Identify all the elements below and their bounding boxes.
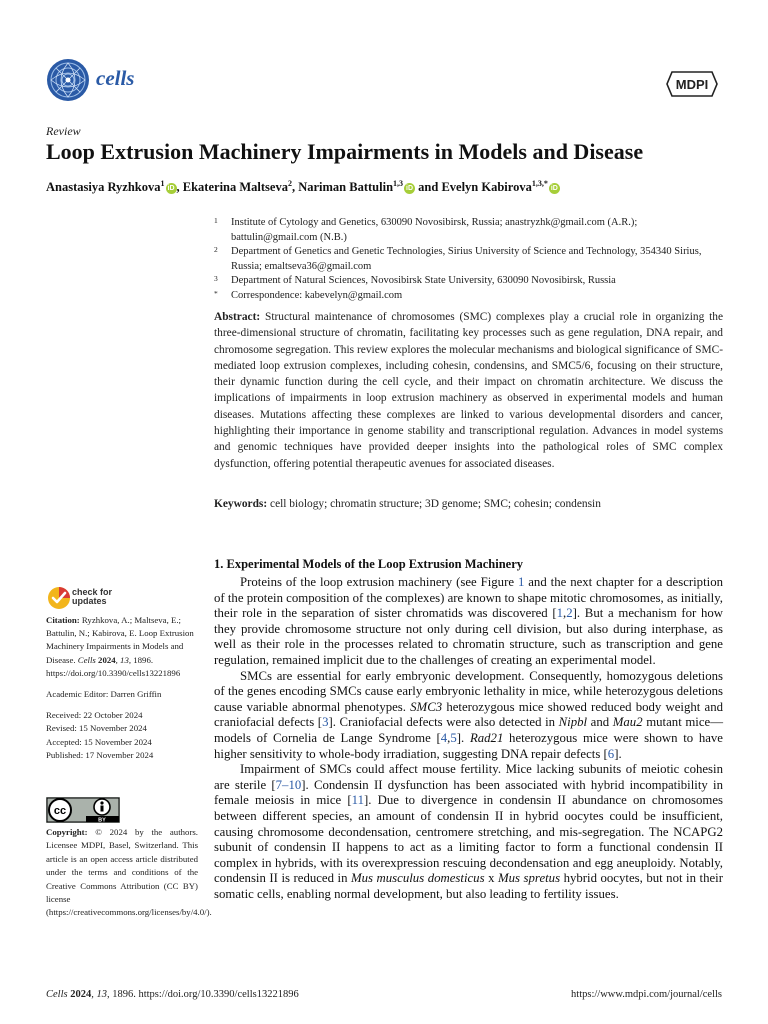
author-name: Nariman Battulin xyxy=(298,180,394,195)
footer-citation xyxy=(46,989,299,1000)
body-text-run: ]. But a mechanism for how they provide chromosome structure not only during cell division, but also during interphase, as well as their role in the processes related to chromatin structure, such as transcription and gene regulation, remained implicit due to the challenges of creating an experimental model. xyxy=(214,606,723,667)
keywords-label: Keywords: xyxy=(214,498,268,510)
reference-link[interactable]: 11 xyxy=(351,793,364,808)
body-text-run: hybrid oocytes, but not in their somatic cells, enabling normal development, but also leading to fertility issues. xyxy=(214,871,723,901)
keywords xyxy=(214,498,723,510)
footer-volume: , 13 xyxy=(91,989,107,1000)
body-text-run: and the next chapter for a description of the protein composition of the complexes) are known to shape mitotic chromosomes, as initially, their role in the separation of sister chromatids was discovered [ xyxy=(214,575,723,621)
body-paragraph xyxy=(214,762,723,902)
article-title: Loop Extrusion Machinery Impairments in Models and Disease xyxy=(46,139,644,164)
italic-term: Rad21 xyxy=(469,730,504,745)
body-text-run: ]. Craniofacial defects were also detected in xyxy=(328,715,559,730)
italic-term: SMC3 xyxy=(410,699,443,714)
affiliation-number: 1 xyxy=(214,216,218,225)
abstract-text: Structural maintenance of chromosomes (SMC) complexes play a crucial role in organizing the three-dimensional structure of chromatin, facilitating key processes such as gene regulation, DNA repair, and chromosome segregation. This review explores the molecular mechanisms and biological significance of SMC-mediated loop extrusion complexes, including cohesin, condensins, and SMC5/6, focusing on their structure, their dynamic function during the cell cycle, and their impact on chromatin architecture. We discuss the implications of impairments in loop extrusion machinery as observed in experimental models and human diseases. Mutations affecting these complexes are linked to various developmental disorders and cancer, highlighting their importance in genome stability and transcriptional regulation. Advances in model systems and genomic techniques have provided deeper insights into the pathological roles of SMC complex dysfunction, offering potential therapeutic avenues for associated diseases. xyxy=(214,311,723,470)
footer-journal-url[interactable]: https://www.mdpi.com/journal/cells xyxy=(571,989,722,1000)
citation-label: Citation: xyxy=(46,615,80,625)
body-text-run: x xyxy=(484,871,498,886)
body-text-run: ]. Due to divergence in condensin II abundance on chromosomes between different species, an amount of condensin II in hybrid oocytes could be insufficient, causing chromosome decondensation, centromere stretching, and mis-segregation. The NCAPG2 subunit of condensin II happens to act as a limiting factor to form a functional condensin II complex in hybrids, with its overexpression rescuing decondensation and egg aneuploidy. Notably, condensin II is reduced in xyxy=(214,793,723,886)
mdpi-logo xyxy=(666,70,718,98)
author-separator: , xyxy=(176,180,183,195)
author-affiliation-sup: 1,3,* xyxy=(531,179,548,188)
author-affiliation-sup: 2 xyxy=(287,179,292,188)
footer-year: 2024 xyxy=(67,989,92,1000)
author-name: Evelyn Kabirova xyxy=(441,180,532,195)
mdpi-logo-text: MDPI xyxy=(675,77,709,92)
reference-link[interactable]: 3 xyxy=(322,715,329,730)
affiliation-text: Department of Genetics and Genetic Technologies, Sirius University of Science and Technology, 354340 Sirius, Russia; emaltseva36@gmail.com xyxy=(231,246,702,272)
date-published: Published: 17 November 2024 xyxy=(46,749,154,760)
affiliation-item xyxy=(214,245,724,274)
citation-doi[interactable]: , 1896. https://doi.org/10.3390/cells13221896 xyxy=(46,654,181,678)
cc-by-text: BY xyxy=(98,817,106,823)
citation-text: Ryzhkova, A.; Maltseva, E.; Battulin, N.; Kabirova, E. Loop Extrusion Machinery Impairments in Models and Disease. xyxy=(46,615,194,665)
date-revised: Revised: 15 November 2024 xyxy=(46,723,147,734)
reference-link[interactable]: 2 xyxy=(566,606,573,621)
body-text xyxy=(214,575,723,902)
date-received: Received: 22 October 2024 xyxy=(46,710,143,721)
check-updates-line2: updates xyxy=(72,596,107,606)
check-updates-line1: check for xyxy=(72,587,113,597)
body-text-run: ]. xyxy=(456,730,470,745)
affiliation-number: * xyxy=(214,288,218,298)
copyright-notice xyxy=(46,826,212,920)
body-paragraph xyxy=(214,669,723,763)
affiliation-item xyxy=(214,289,724,304)
body-text-run: mutant mice—models of Cornelia de Lange Syndrome [ xyxy=(214,715,724,745)
reference-link[interactable]: 4 xyxy=(440,730,448,745)
footer-doi[interactable]: , 1896. https://doi.org/10.3390/cells13221896 xyxy=(106,989,299,1000)
body-text-run: heterozygous mice were shown to have higher sensitivity to whole-body irradiation, suggesting DNA repair defects [ xyxy=(214,730,723,761)
abstract-label: Abstract: xyxy=(214,311,261,323)
copyright-label: Copyright: xyxy=(46,827,88,837)
article-type: Review xyxy=(46,124,81,138)
affiliation-item xyxy=(214,274,724,289)
author-name: Anastasiya Ryzhkova xyxy=(46,180,161,195)
reference-link[interactable]: 5 xyxy=(450,730,457,745)
affiliation-text: Correspondence: kabevelyn@gmail.com xyxy=(231,289,403,301)
affiliation-number: 3 xyxy=(214,274,218,283)
section-heading: 1. Experimental Models of the Loop Extrusion Machinery xyxy=(214,557,524,571)
body-text-run: , xyxy=(447,730,451,745)
body-text-run: ]. xyxy=(614,746,622,761)
italic-term: Mus musculus domesticus xyxy=(350,871,485,886)
copyright-text: © 2024 by the authors. Licensee MDPI, Basel, Switzerland. This article is an open access article distributed under the terms and conditions of the Creative Commons Attribution (CC BY) license (https://creativecommons.org/licenses/by/4.0/). xyxy=(46,827,212,918)
italic-term: Mau2 xyxy=(612,715,643,730)
body-text-run: Impairment of SMCs could affect mouse fertility. Mice lacking subunits of meiotic cohesin are sterile [ xyxy=(214,762,723,792)
body-text-run: , xyxy=(563,606,567,621)
orcid-icon[interactable]: iD xyxy=(167,185,175,193)
body-text-run: and xyxy=(587,715,613,730)
citation-volume-sep xyxy=(116,655,129,665)
affiliation-number: 2 xyxy=(214,245,218,254)
date-accepted: Accepted: 15 November 2024 xyxy=(46,736,152,747)
keywords-text: cell biology; chromatin structure; 3D genome; SMC; cohesin; condensin xyxy=(270,498,601,510)
affiliations xyxy=(214,216,724,303)
author-name: Ekaterina Maltseva xyxy=(182,180,288,195)
italic-term: Nipbl xyxy=(558,715,588,730)
academic-editor: Academic Editor: Darren Griffin xyxy=(46,689,162,700)
citation-block xyxy=(46,614,198,680)
author-affiliation-sup: 1,3 xyxy=(393,179,404,188)
affiliation-text: Institute of Cytology and Genetics, 630090 Novosibirsk, Russia; anastryzhk@gmail.com (A.R.); battulin@gmail.com (N.B.) xyxy=(231,217,638,243)
body-text-run: ]. Condensin II dysfunction has been associated with hybrid incompatibility in female meiosis in mice [ xyxy=(214,777,723,808)
reference-link[interactable]: 1 xyxy=(517,575,525,589)
body-text-run: heterozygous mice showed reduced body weight and craniofacial defects [ xyxy=(214,699,723,730)
article-sidebar xyxy=(46,614,198,762)
journal-name: cells xyxy=(96,66,135,90)
reference-link[interactable]: 7–10 xyxy=(275,777,302,792)
author-separator: and xyxy=(415,180,442,195)
citation-year: 2024 xyxy=(95,654,116,665)
author-affiliation-sup: 1 xyxy=(160,179,165,188)
svg-text:cc: cc xyxy=(53,805,67,817)
orcid-icon[interactable]: iD xyxy=(406,185,414,193)
body-text-run: SMCs are essential for early embryonic development. Consequently, homozygous deletions of the genes encoding SMCs cause early embryonic lethality in mice, while heterozygous deletions cause variable abnormal phenotypes. xyxy=(214,668,723,714)
body-text-run: Proteins of the loop extrusion machinery (see Figure xyxy=(240,575,518,589)
affiliation-item xyxy=(214,216,724,245)
cc-by-license-icon[interactable] xyxy=(46,797,120,823)
body-paragraph xyxy=(214,575,723,669)
citation-journal: Cells xyxy=(77,654,96,665)
cells-journal-logo xyxy=(46,58,90,102)
italic-term: Mus spretus xyxy=(498,871,561,886)
check-for-updates-label xyxy=(72,588,112,606)
orcid-icon[interactable]: iD xyxy=(550,185,558,193)
author-separator: , xyxy=(291,180,299,195)
affiliation-text: Department of Natural Sciences, Novosibirsk State University, 630090 Novosibirsk, Russia xyxy=(231,275,616,286)
citation-volume: , 13 xyxy=(115,654,129,665)
author-list xyxy=(46,179,560,195)
footer-journal: Cells xyxy=(46,989,68,1000)
abstract xyxy=(214,309,723,472)
reference-link[interactable]: 6 xyxy=(607,746,615,761)
reference-link[interactable]: 1 xyxy=(556,606,564,621)
